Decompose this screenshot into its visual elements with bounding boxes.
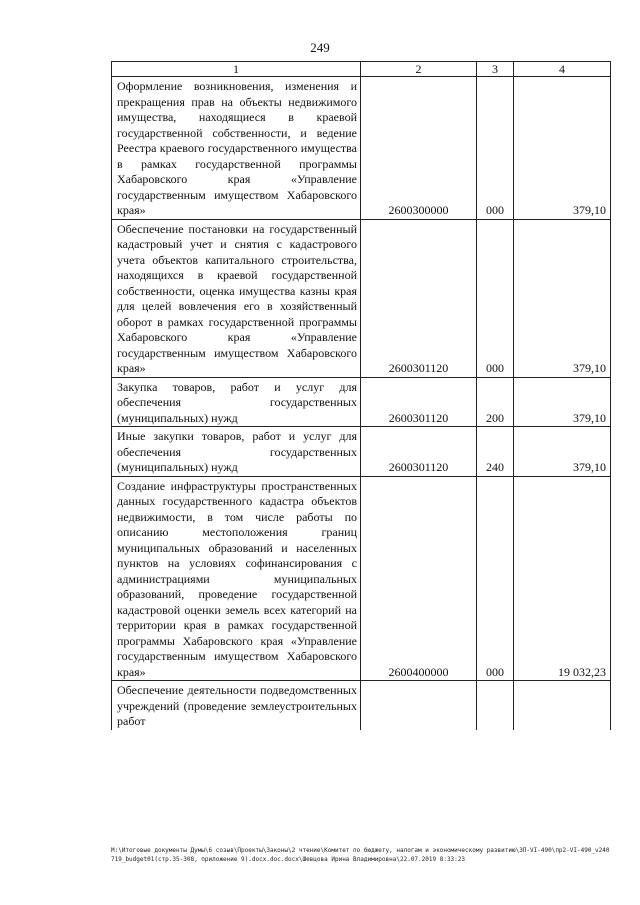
row-code: 2600301120 [361, 377, 477, 427]
page-number: 249 [310, 40, 330, 55]
row-description: Иные закупки товаров, работ и услуг для обеспечения государственных (муниципальных) нужд [112, 427, 361, 477]
row-code: 2600301120 [361, 219, 477, 377]
row-description: Обеспечение деятельности подведомственных учреждений (проведение землеустроительных работ [112, 681, 361, 730]
row-type: 240 [477, 427, 514, 477]
column-header-2: 2 [361, 62, 477, 77]
row-type: 200 [477, 377, 514, 427]
table-row [112, 219, 611, 377]
document-file-path: M:\Итоговые документы Думы\6 созыв\Проекты\Законы\2 чтение\Комитет по бюджету, налогам и экономическому развитию\ЗП-VI-490\пр2-VI-490_v240719_budget01(стр.35-308, приложение 9).docx.doc.docx\Шевцова Ирина Владимировна\22.07.2019 8:33:23 [111, 847, 610, 863]
row-code: 2600300000 [361, 77, 477, 220]
row-amount [514, 681, 611, 730]
column-header-4: 4 [514, 62, 611, 77]
row-amount: 19 032,23 [514, 476, 611, 681]
row-code: 2600301120 [361, 427, 477, 477]
budget-table [111, 61, 611, 730]
row-type: 000 [477, 77, 514, 220]
row-description: Обеспечение постановки на государственный кадастровый учет и снятия с кадастрового учета объектов капитального строительства, находящихся в краевой государственной собственности, оценка имущества казны края для целей вовлечения его в хозяйственный оборот в рамках государственной программы Хабаровского края «Управление государственным имуществом Хабаровского края» [112, 219, 361, 377]
column-header-1: 1 [112, 62, 361, 77]
table-row [112, 77, 611, 220]
row-amount: 379,10 [514, 219, 611, 377]
row-type: 000 [477, 219, 514, 377]
row-amount: 379,10 [514, 427, 611, 477]
row-description: Оформление возникновения, изменения и прекращения прав на объекты недвижимого имущества, находящиеся в краевой государственной собственности, и ведение Реестра краевого государственного имущества в рамках государственной программы Хабаровского края «Управление государственным имуществом Хабаровского края» [112, 77, 361, 220]
row-amount: 379,10 [514, 377, 611, 427]
table-row [112, 476, 611, 681]
table-row [112, 427, 611, 477]
row-description: Создание инфраструктуры пространственных данных государственного кадастра объектов недвижимости, в том числе работы по описанию местоположения границ муниципальных образований и населенных пунктов на условиях софинансирования с администрациями муниципальных образований, проведение государственной кадастровой оценки земель всех категорий на территории края в рамках государственной программы Хабаровского края «Управление государственным имуществом Хабаровского края» [112, 476, 361, 681]
row-type [477, 681, 514, 730]
row-description: Закупка товаров, работ и услуг для обеспечения государственных (муниципальных) нужд [112, 377, 361, 427]
row-type: 000 [477, 476, 514, 681]
row-code: 2600400000 [361, 476, 477, 681]
table-header-row [112, 62, 611, 77]
row-amount: 379,10 [514, 77, 611, 220]
row-code [361, 681, 477, 730]
column-header-3: 3 [477, 62, 514, 77]
table-row [112, 377, 611, 427]
table-row [112, 681, 611, 730]
